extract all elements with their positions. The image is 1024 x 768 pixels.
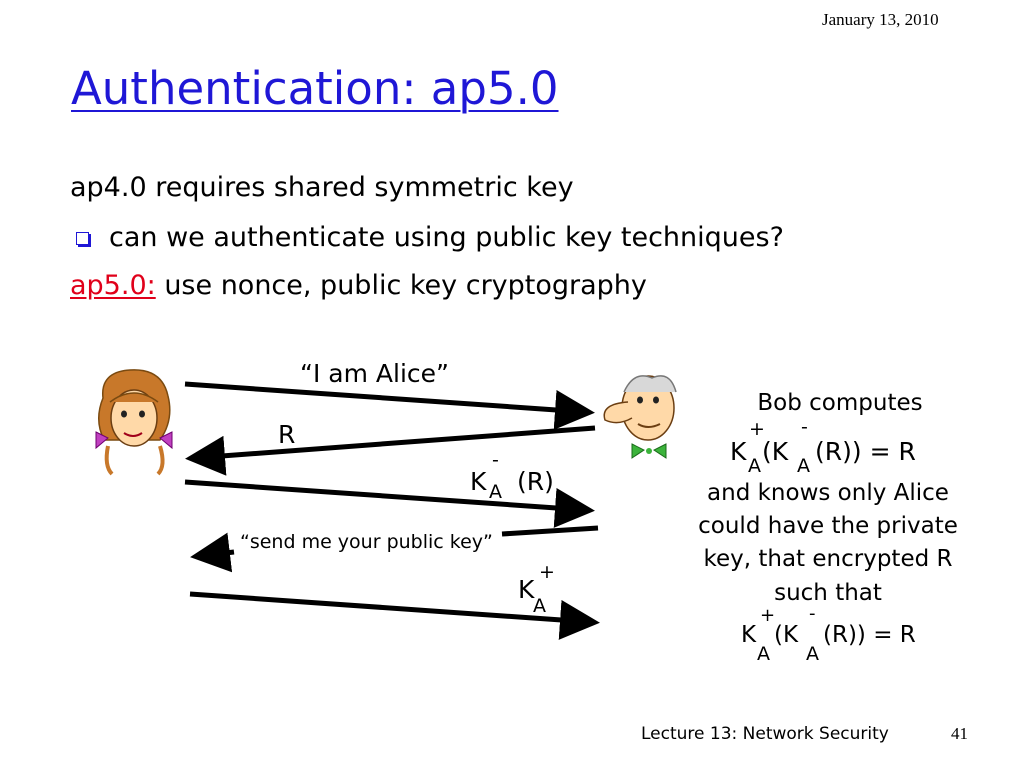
body-line-2: can we authenticate using public key techniques?: [109, 222, 784, 253]
bob-line6: such that: [774, 580, 882, 606]
page-number: 41: [951, 724, 968, 743]
msg-i-am-alice: “I am Alice”: [300, 359, 449, 388]
bob-line5: key, that encrypted R: [703, 546, 953, 572]
msg-private-key-sup: -: [492, 449, 499, 471]
msg-private-key-k: K: [470, 467, 487, 496]
arrow-i-am-alice: [185, 384, 585, 412]
bob-explanation: [698, 390, 958, 665]
msg-encrypted-r: (R): [517, 467, 554, 496]
eq1-sup1: +: [749, 418, 765, 440]
msg-send-public-key: “send me your public key”: [240, 531, 493, 553]
msg-public-key-sup: +: [539, 561, 555, 583]
body-line-1: ap4.0 requires shared symmetric key: [70, 172, 574, 203]
eq2-sub1: A: [757, 643, 770, 665]
ap5-label: ap5.0:: [70, 270, 156, 301]
eq2-k1: K: [741, 622, 757, 648]
eq2-sup2: -: [809, 603, 816, 624]
eq1-mid: (K: [762, 437, 789, 466]
eq1-k1: K: [730, 437, 747, 466]
eq2-sup1: +: [760, 605, 776, 626]
bob-line4: could have the private: [698, 513, 958, 539]
slide-title: Authentication: ap5.0: [71, 62, 559, 115]
msg-public-key-sub: A: [533, 595, 546, 617]
msg-nonce-r: R: [278, 420, 296, 449]
eq1-end: (R)) = R: [815, 437, 916, 466]
eq2-end: (R)) = R: [823, 622, 916, 648]
eq1-sub1: A: [748, 455, 761, 477]
eq1-sup2: -: [801, 416, 808, 438]
msg-private-key-sub: A: [489, 481, 502, 503]
bob-line3: and knows only Alice: [707, 480, 949, 506]
arrow-request-key-head: [200, 552, 234, 556]
arrow-nonce-r: [195, 428, 595, 458]
alice-icon: [96, 370, 172, 474]
eq2-sub2: A: [806, 643, 819, 665]
arrow-request-key: [502, 528, 598, 534]
eq2-mid: (K: [774, 622, 799, 648]
msg-public-key-k: K: [518, 575, 535, 604]
eq1-sub2: A: [797, 455, 810, 477]
slide-date: January 13, 2010: [822, 10, 939, 29]
ap5-description: use nonce, public key cryptography: [155, 270, 647, 301]
bob-computes: Bob computes: [757, 390, 923, 416]
bob-icon: [604, 376, 676, 458]
footer-lecture: Lecture 13: Network Security: [641, 724, 889, 744]
